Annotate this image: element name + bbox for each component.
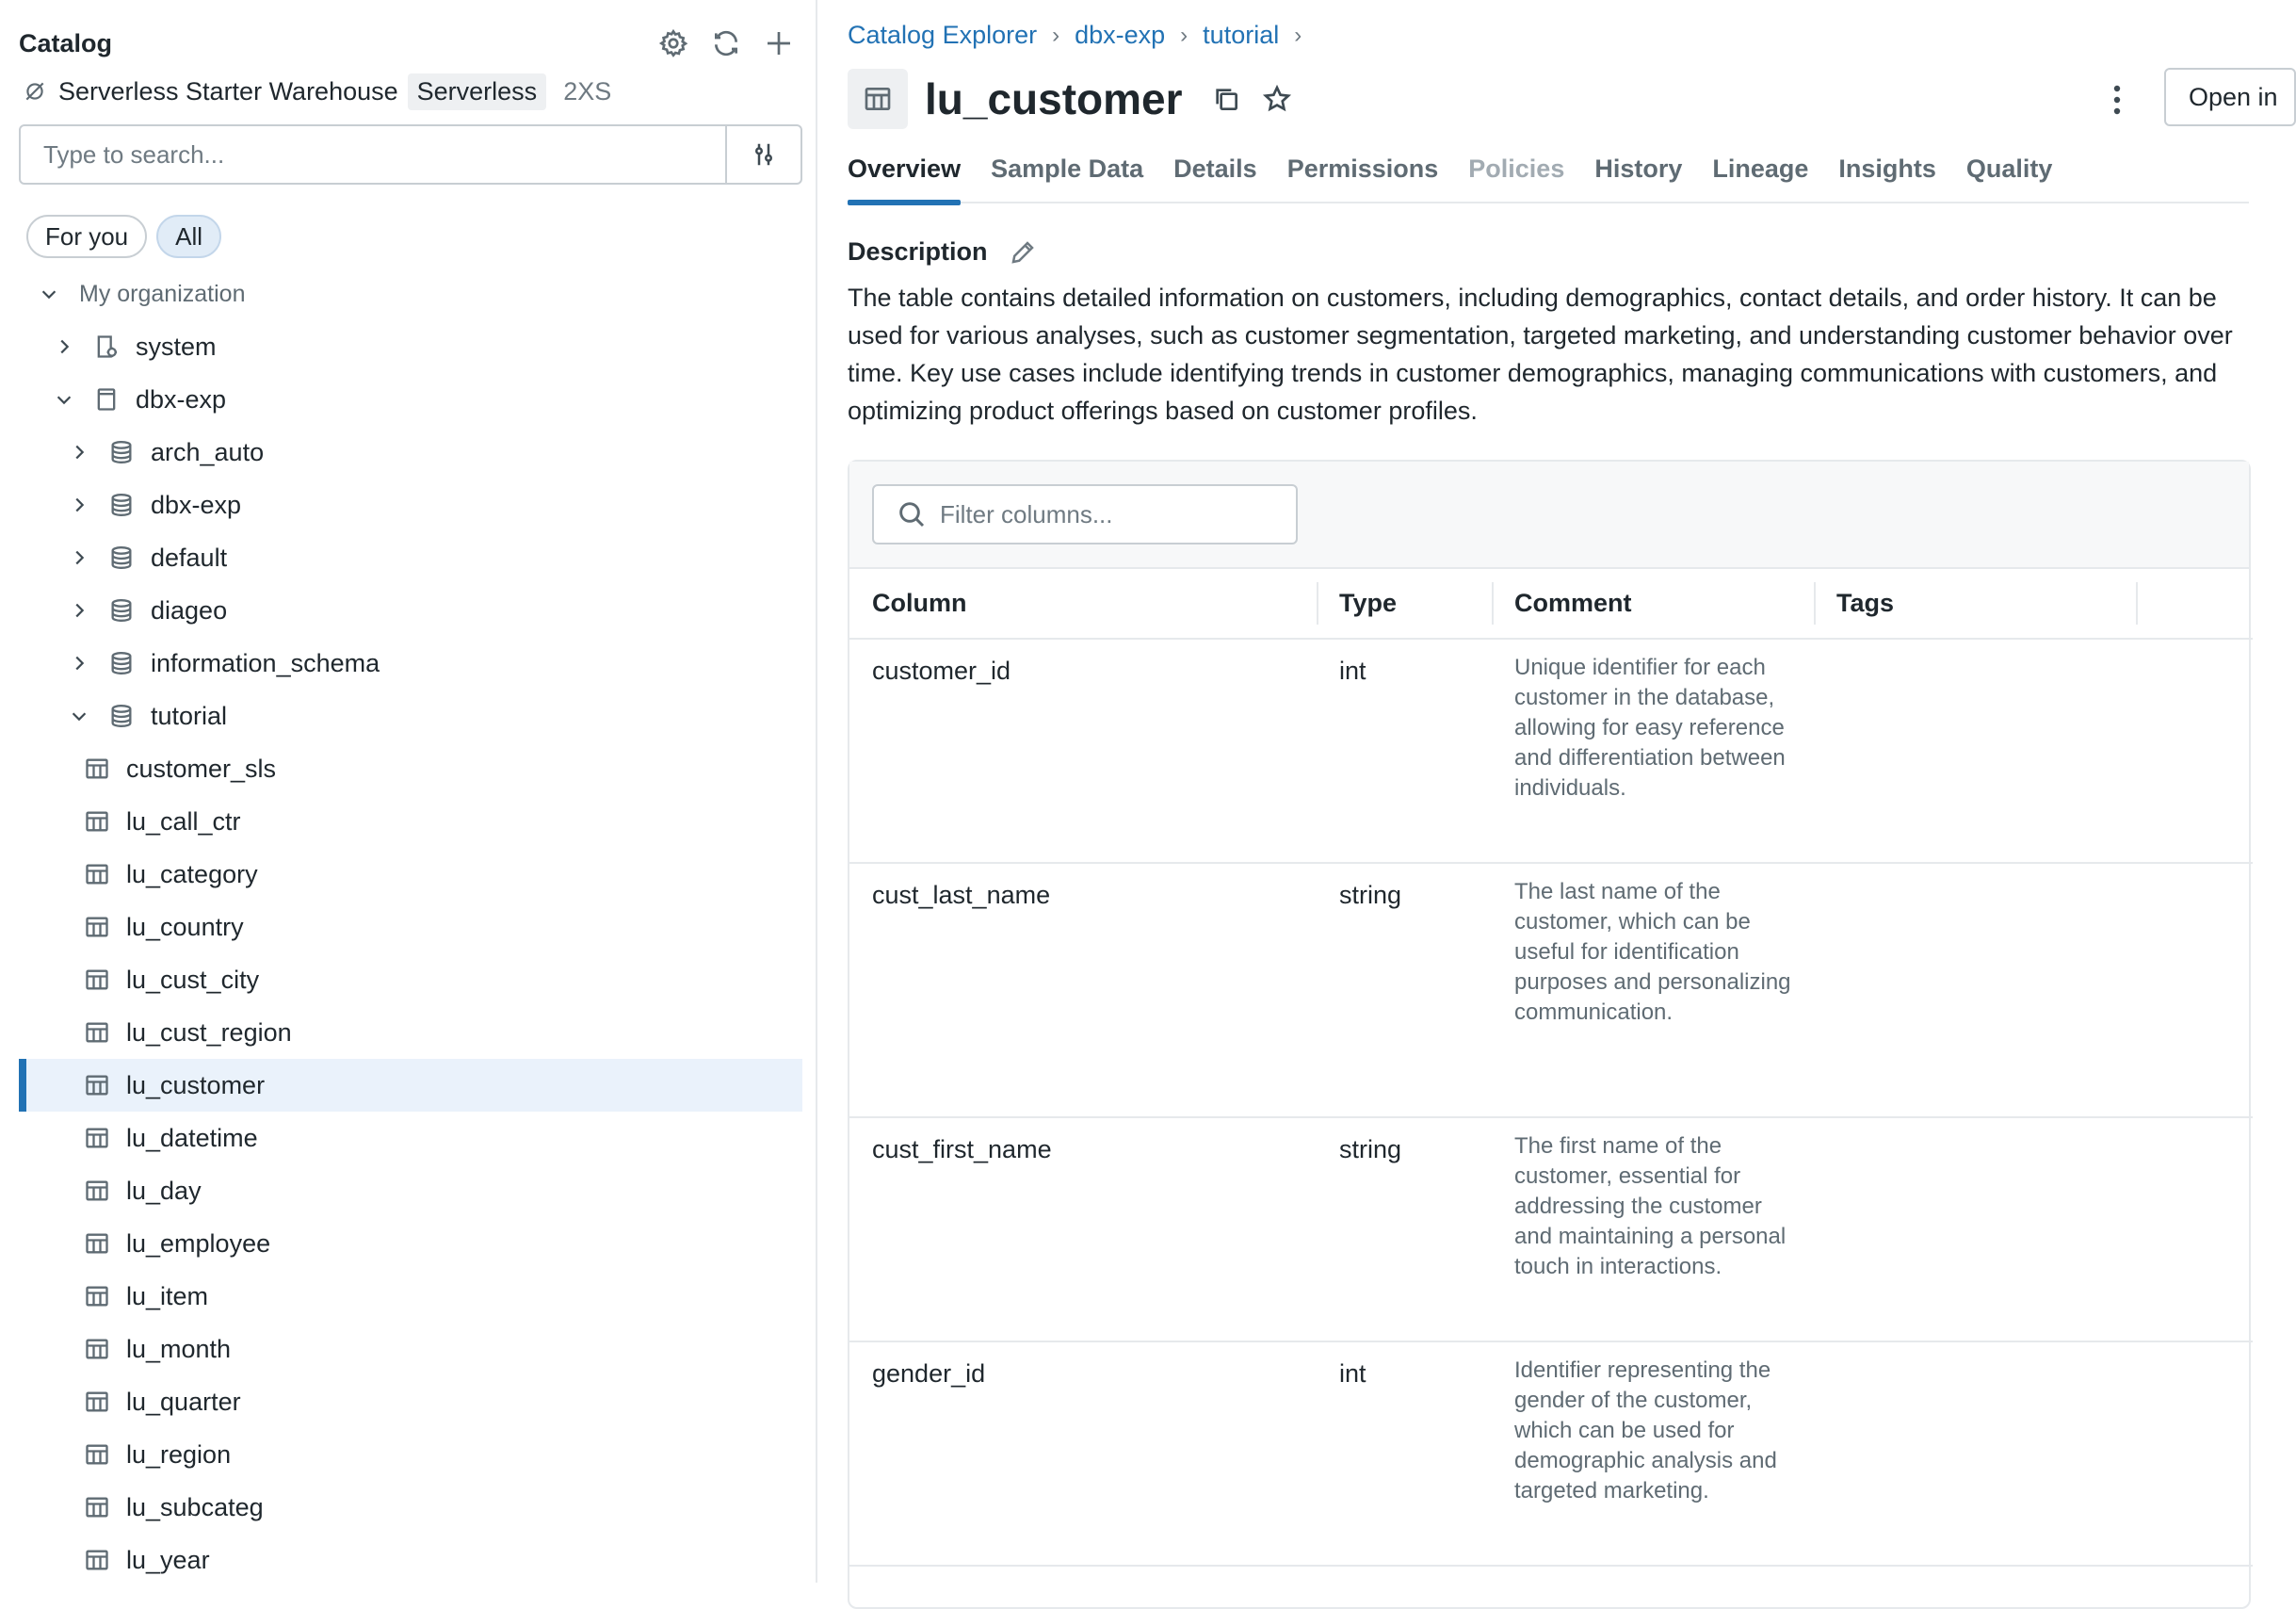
column-comment[interactable]: The last name of the customer, which can be useful for identification purposes and personalizing communication. — [1492, 863, 1814, 1117]
column-tags[interactable] — [1814, 1117, 2136, 1341]
columns-table — [849, 569, 2253, 1567]
table-icon — [83, 1546, 111, 1574]
database-icon — [107, 544, 136, 572]
tab-sample-data[interactable]: Sample Data — [991, 154, 1144, 183]
tree-item-label: lu_category — [126, 859, 258, 888]
warehouse-name: Serverless Starter Warehouse — [58, 76, 398, 106]
catalog-search — [19, 124, 802, 185]
warehouse-tag: Serverless — [408, 73, 547, 110]
scope-pills — [26, 215, 221, 258]
table-icon — [83, 1229, 111, 1258]
tree-item-customer-sls[interactable] — [19, 742, 802, 795]
column-tags[interactable] — [1814, 863, 2136, 1117]
tab-bar — [848, 151, 2249, 203]
pill-all[interactable]: All — [156, 215, 221, 258]
tab-policies: Policies — [1468, 154, 1565, 183]
tree-item-label: diageo — [151, 595, 228, 625]
tree-item-lu-quarter[interactable] — [19, 1375, 802, 1428]
page-title: lu_customer — [925, 74, 1183, 123]
table-icon — [83, 1335, 111, 1363]
tab-overview[interactable]: Overview — [848, 151, 961, 203]
tree-item-lu-cust-region[interactable] — [19, 1006, 802, 1059]
column-extra — [2136, 639, 2253, 863]
column-comment[interactable]: Unique identifier for each customer in the database, allowing for easy reference and differentiation between individuals. — [1492, 639, 1814, 863]
tree-item-label: lu_item — [126, 1281, 209, 1310]
column-comment[interactable]: Identifier representing the gender of the customer, which can be used for demographic analysis and targeted marketing. — [1492, 1341, 1814, 1566]
tree-item-lu-year[interactable] — [19, 1534, 802, 1586]
tab-history[interactable]: History — [1594, 154, 1683, 183]
database-icon — [107, 596, 136, 625]
copy-icon[interactable] — [1211, 84, 1241, 114]
columns-header-row — [849, 569, 2253, 639]
table-icon — [83, 1124, 111, 1152]
column-type: string — [1317, 1117, 1492, 1341]
column-extra — [2136, 863, 2253, 1117]
refresh-icon[interactable] — [708, 25, 744, 61]
tree-item-label: default — [151, 543, 228, 572]
chevron-right-icon[interactable] — [68, 652, 90, 674]
search-icon — [897, 499, 927, 529]
table-icon — [83, 1071, 111, 1099]
tree-item-label: lu_month — [126, 1334, 232, 1363]
header-column[interactable]: Column — [849, 569, 1317, 639]
more-options-icon[interactable] — [2100, 81, 2134, 119]
chevron-right-icon: › — [1180, 22, 1188, 48]
column-name: gender_id — [849, 1341, 1317, 1566]
breadcrumb-schema[interactable]: tutorial — [1203, 21, 1280, 49]
header-comment[interactable]: Comment — [1492, 569, 1814, 639]
catalog-tree — [19, 268, 802, 1586]
tree-item-lu-customer[interactable] — [19, 1059, 802, 1112]
table-icon — [848, 69, 908, 129]
header-tags[interactable]: Tags — [1814, 569, 2136, 639]
tree-item-label: lu_datetime — [126, 1123, 258, 1152]
warehouse-size: 2XS — [563, 76, 612, 106]
search-input[interactable] — [21, 126, 725, 183]
chevron-right-icon[interactable] — [53, 335, 75, 358]
gear-icon[interactable] — [655, 25, 691, 61]
table-row[interactable] — [849, 863, 2253, 1117]
database-icon — [107, 438, 136, 466]
table-row[interactable] — [849, 1117, 2253, 1341]
table-icon — [83, 913, 111, 941]
tree-item-lu-subcateg[interactable] — [19, 1481, 802, 1534]
tree-item-system[interactable] — [19, 320, 802, 373]
warehouse-selector[interactable] — [23, 70, 611, 113]
tree-item-label: dbx-exp — [136, 384, 227, 414]
column-tags[interactable] — [1814, 639, 2136, 863]
header-type[interactable]: Type — [1317, 569, 1492, 639]
breadcrumb-catalog[interactable]: dbx-exp — [1075, 21, 1166, 49]
table-icon — [83, 807, 111, 836]
column-name: cust_first_name — [849, 1117, 1317, 1341]
columns-toolbar — [849, 462, 2249, 569]
tree-item-lu-day[interactable] — [19, 1164, 802, 1217]
chevron-down-icon[interactable] — [53, 388, 75, 411]
tree-item-label: lu_country — [126, 912, 244, 941]
tree-item-label: lu_subcateg — [126, 1492, 264, 1521]
tree-item-dbx-exp[interactable] — [19, 479, 802, 531]
tree-item-label: dbx-exp — [151, 490, 242, 519]
table-icon — [83, 1388, 111, 1416]
breadcrumb-catalog-explorer[interactable]: Catalog Explorer — [848, 21, 1038, 49]
column-tags[interactable] — [1814, 1341, 2136, 1566]
chevron-right-icon[interactable] — [68, 546, 90, 569]
header-extra — [2136, 569, 2253, 639]
tree-item-label: lu_cust_city — [126, 965, 260, 994]
star-icon[interactable] — [1262, 84, 1292, 114]
filter-settings-icon[interactable] — [725, 126, 800, 183]
catalog-icon — [92, 385, 121, 414]
title-row — [848, 68, 2278, 130]
sidebar-actions — [655, 25, 797, 61]
database-icon — [107, 649, 136, 677]
table-icon — [83, 1440, 111, 1469]
table-icon — [83, 860, 111, 888]
chevron-down-icon[interactable] — [68, 705, 90, 727]
tree-item-label: customer_sls — [126, 754, 277, 783]
description-heading-label: Description — [848, 237, 988, 266]
tree-item-label: lu_year — [126, 1545, 210, 1574]
column-name: customer_id — [849, 639, 1317, 863]
tree-item-label: lu_day — [126, 1176, 202, 1205]
table-icon — [83, 1018, 111, 1047]
table-icon — [83, 1177, 111, 1205]
chevron-down-icon[interactable] — [38, 283, 60, 305]
description-heading — [848, 237, 1037, 267]
table-icon — [83, 1282, 111, 1310]
tree-item-label: lu_region — [126, 1439, 232, 1469]
tree-item-label: arch_auto — [151, 437, 265, 466]
tree-item-label: lu_quarter — [126, 1387, 241, 1416]
chevron-right-icon: › — [1052, 22, 1060, 48]
tab-details[interactable]: Details — [1173, 154, 1257, 183]
database-icon — [107, 491, 136, 519]
description-text: The table contains detailed information on customers, including demographics, contact details, and order history. It can be used for various analyses, such as customer segmentation, targeted marketing, and understanding customer behavior over time. Key use cases include identifying trends in customer demographics, managing communications with customers, and optimizing product offerings based on customer profiles. — [848, 284, 2233, 425]
tree-item-lu-call-ctr[interactable] — [19, 795, 802, 848]
org-label: My organization — [79, 280, 246, 307]
tree-item-label: tutorial — [151, 701, 228, 730]
tree-item-label: system — [136, 332, 217, 361]
column-name: cust_last_name — [849, 863, 1317, 1117]
chevron-right-icon[interactable] — [68, 599, 90, 622]
column-comment[interactable]: The first name of the customer, essential for addressing the customer and maintaining a personal touch in interactions. — [1492, 1117, 1814, 1341]
tab-quality[interactable]: Quality — [1965, 154, 2053, 183]
table-icon — [83, 966, 111, 994]
table-row[interactable] — [849, 639, 2253, 863]
table-icon — [83, 1493, 111, 1521]
breadcrumb — [848, 21, 1317, 50]
tree-org-row[interactable] — [19, 268, 802, 320]
tree-item-label: lu_employee — [126, 1228, 271, 1258]
column-type: int — [1317, 1341, 1492, 1566]
tree-item-default[interactable] — [19, 531, 802, 584]
filter-columns-box — [872, 484, 1298, 544]
tab-permissions[interactable]: Permissions — [1286, 154, 1439, 183]
title-actions — [1211, 84, 1292, 114]
column-type: string — [1317, 863, 1492, 1117]
tree-item-lu-region[interactable] — [19, 1428, 802, 1481]
tree-item-label: information_schema — [151, 648, 380, 677]
system-catalog-icon — [92, 333, 121, 361]
chevron-right-icon[interactable] — [68, 494, 90, 516]
sidebar-header — [19, 24, 797, 62]
sidebar-title: Catalog — [19, 28, 113, 57]
database-icon — [107, 702, 136, 730]
columns-panel — [848, 460, 2251, 1609]
tab-insights[interactable]: Insights — [1838, 154, 1936, 183]
main-panel — [819, 0, 2278, 1583]
tree-item-lu-datetime[interactable] — [19, 1112, 802, 1164]
tree-item-diageo[interactable] — [19, 584, 802, 637]
catalog-sidebar — [0, 0, 817, 1583]
tree-item-lu-employee[interactable] — [19, 1217, 802, 1270]
edit-pencil-icon[interactable] — [1009, 238, 1037, 267]
tree-item-label: lu_cust_region — [126, 1017, 292, 1047]
tree-item-lu-category[interactable] — [19, 848, 802, 901]
column-type: int — [1317, 639, 1492, 863]
table-icon — [83, 755, 111, 783]
tree-item-lu-cust-city[interactable] — [19, 953, 802, 1006]
tree-item-label: lu_call_ctr — [126, 806, 241, 836]
tree-item-lu-item[interactable] — [19, 1270, 802, 1323]
chevron-right-icon[interactable] — [68, 441, 90, 463]
chevron-right-icon: › — [1294, 22, 1302, 48]
warehouse-status-icon — [23, 79, 47, 104]
tree-item-dbx-exp[interactable] — [19, 373, 802, 426]
table-row[interactable] — [849, 1341, 2253, 1566]
tree-item-lu-country[interactable] — [19, 901, 802, 953]
filter-columns-input[interactable] — [940, 500, 1296, 529]
tree-item-tutorial[interactable] — [19, 690, 802, 742]
pill-for-you[interactable]: For you — [26, 215, 147, 258]
tree-item-information-schema[interactable] — [19, 637, 802, 690]
column-extra — [2136, 1117, 2253, 1341]
tree-item-arch-auto[interactable] — [19, 426, 802, 479]
column-extra — [2136, 1341, 2253, 1566]
tab-lineage[interactable]: Lineage — [1712, 154, 1809, 183]
open-in-button[interactable]: Open in — [2164, 68, 2296, 126]
tree-item-label: lu_customer — [126, 1070, 266, 1099]
tree-item-lu-month[interactable] — [19, 1323, 802, 1375]
add-icon[interactable] — [761, 25, 797, 61]
